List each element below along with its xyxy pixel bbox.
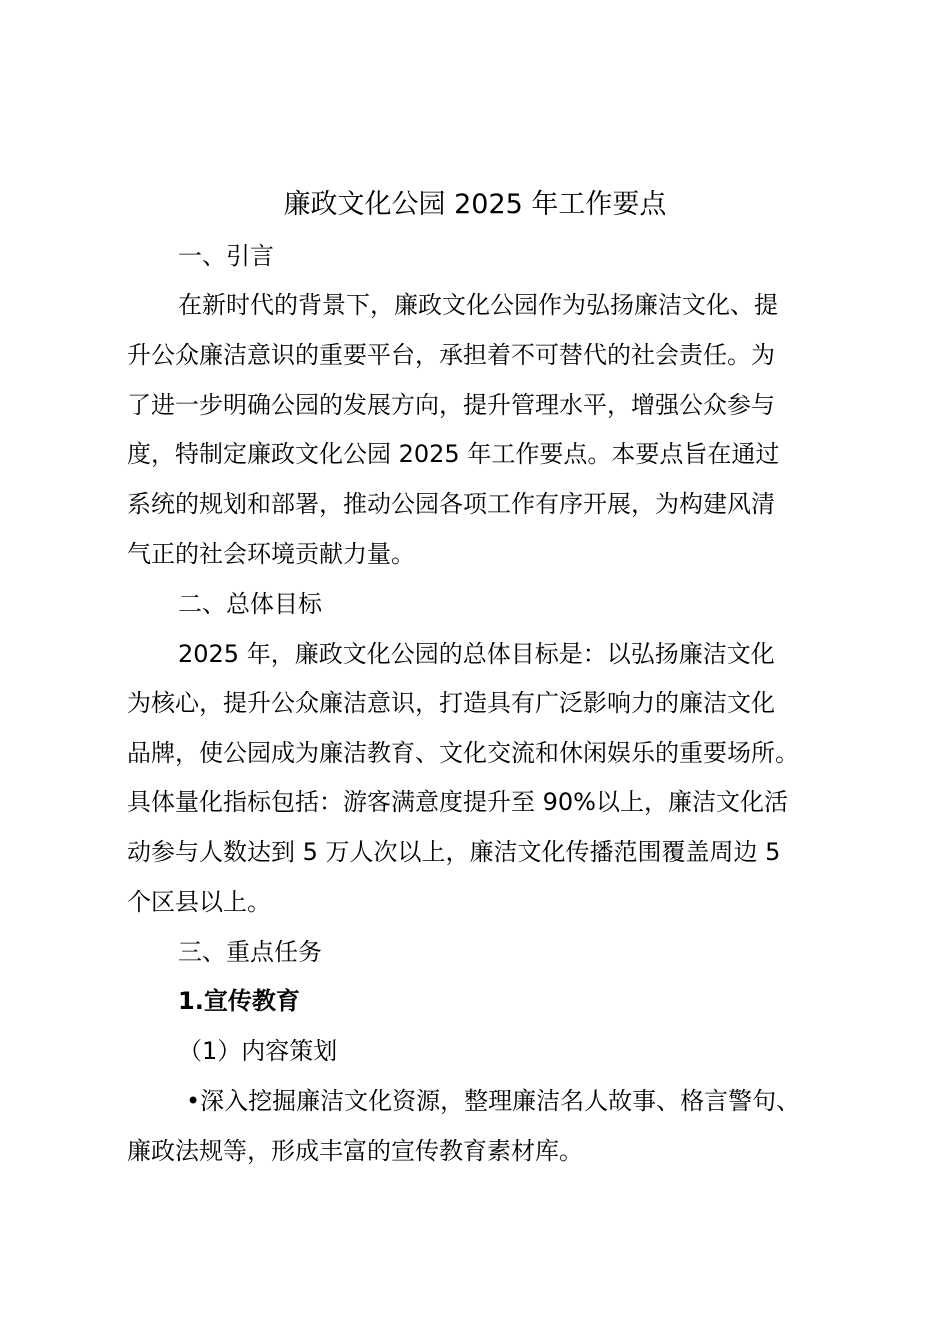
bullet-line: 廉政法规等，形成丰富的宣传教育素材库。 xyxy=(127,1137,583,1165)
section-heading-overall-goal: 二、总体目标 xyxy=(178,590,322,618)
paragraph-line: 具体量化指标包括：游客满意度提升至 90%以上，廉洁文化活 xyxy=(127,788,788,816)
subsection-heading-publicity-education: 1.宣传教育 xyxy=(178,987,300,1015)
section-heading-introduction: 一、引言 xyxy=(178,242,274,270)
paragraph-line: 2025 年，廉政文化公园的总体目标是：以弘扬廉洁文化 xyxy=(178,640,775,668)
bullet-line: •深入挖掘廉洁文化资源，整理廉洁名人故事、格言警句、 xyxy=(186,1087,801,1115)
item-heading-content-planning: （1）内容策划 xyxy=(178,1037,338,1065)
paragraph-line: 度，特制定廉政文化公园 2025 年工作要点。本要点旨在通过 xyxy=(127,440,780,468)
paragraph-line: 升公众廉洁意识的重要平台，承担着不可替代的社会责任。为 xyxy=(127,341,775,369)
paragraph-line: 动参与人数达到 5 万人次以上，廉洁文化传播范围覆盖周边 5 xyxy=(127,838,781,866)
paragraph-line: 个区县以上。 xyxy=(127,888,271,916)
paragraph-line: 了进一步明确公园的发展方向，提升管理水平，增强公众参与 xyxy=(127,391,775,419)
document-title: 廉政文化公园 2025 年工作要点 xyxy=(283,189,667,220)
paragraph-line: 气正的社会环境贡献力量。 xyxy=(127,540,415,568)
paragraph-line: 品牌，使公园成为廉洁教育、文化交流和休闲娱乐的重要场所。 xyxy=(127,739,799,767)
section-heading-key-tasks: 三、重点任务 xyxy=(178,938,322,966)
paragraph-line: 系统的规划和部署，推动公园各项工作有序开展，为构建风清 xyxy=(127,490,775,518)
paragraph-line: 在新时代的背景下，廉政文化公园作为弘扬廉洁文化、提 xyxy=(178,291,778,319)
paragraph-line: 为核心，提升公众廉洁意识，打造具有广泛影响力的廉洁文化 xyxy=(127,689,775,717)
